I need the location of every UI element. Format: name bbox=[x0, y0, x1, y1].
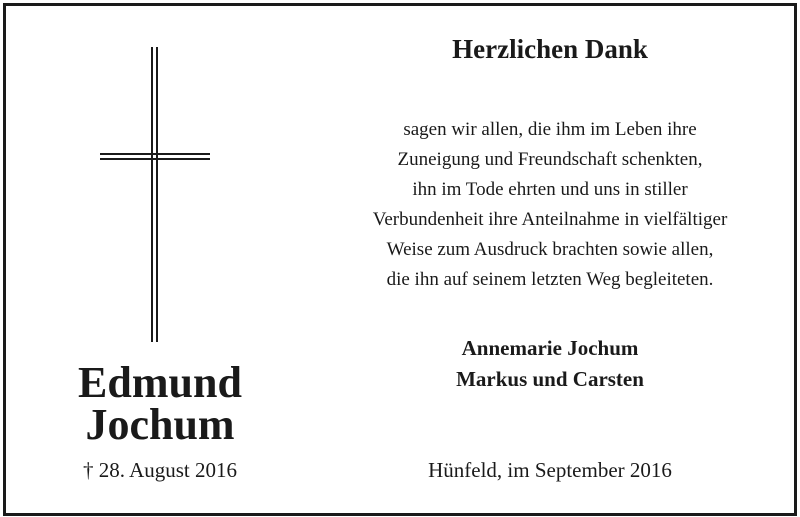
message bbox=[290, 115, 800, 295]
deceased-first-name: Edmund bbox=[78, 358, 242, 407]
signatory: Markus und Carsten bbox=[456, 367, 644, 391]
message-line: Weise zum Ausdruck brachten sowie allen, bbox=[386, 239, 714, 260]
signatory: Annemarie Jochum bbox=[461, 336, 639, 360]
place-date: Hünfeld, im September 2016 bbox=[428, 458, 672, 482]
death-date: † 28. August 2016 bbox=[82, 458, 237, 482]
heading: Herzlichen Dank bbox=[452, 34, 648, 64]
message-line: ihn im Tode ehrten und uns in stiller bbox=[412, 179, 688, 200]
message-line: die ihn auf seinem letzten Weg begleiteten. bbox=[386, 269, 714, 290]
message-line: Verbundenheit ihre Anteilnahme in vielfältiger bbox=[372, 209, 728, 230]
message-line: sagen wir allen, die ihm im Leben ihre bbox=[403, 119, 697, 140]
message-line: Zuneigung und Freundschaft schenkten, bbox=[397, 149, 703, 170]
deceased-name bbox=[40, 358, 280, 449]
cross-icon bbox=[100, 47, 210, 342]
deceased-last-name: Jochum bbox=[85, 400, 235, 449]
signatories bbox=[320, 333, 780, 395]
